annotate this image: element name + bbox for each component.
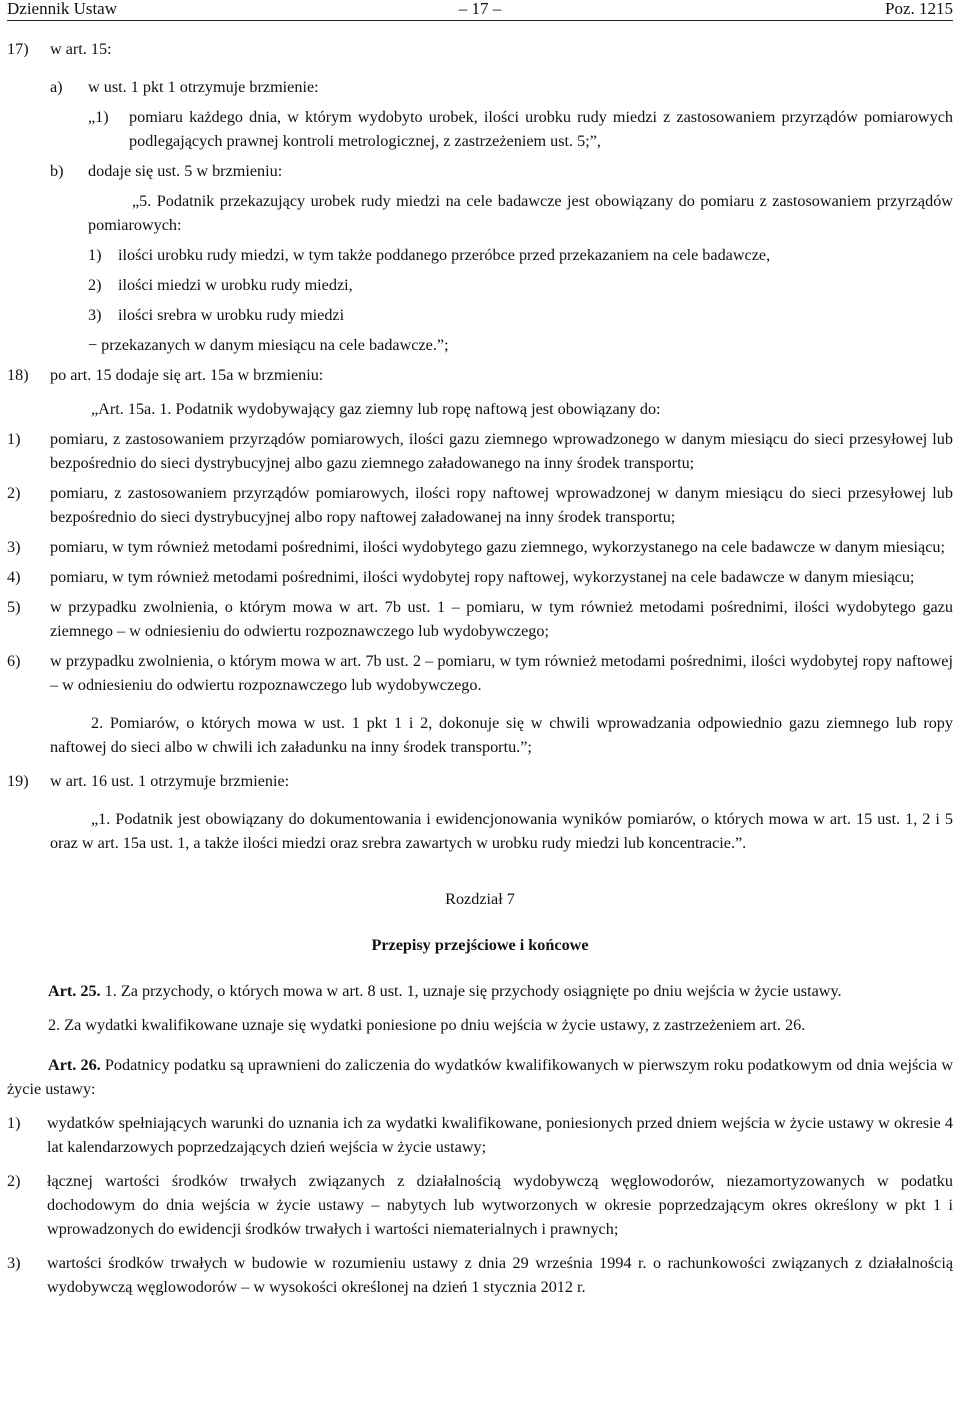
list-item (7, 1169, 953, 1241)
point-text: po art. 15 dodaje się art. 15a w brzmieniu: (50, 366, 324, 384)
item-label: 4) (7, 568, 21, 586)
item-label: 1) (7, 1114, 21, 1132)
point-label: 17) (7, 40, 29, 58)
page-number: – 17 – (458, 0, 502, 18)
letter-label: b) (50, 162, 64, 180)
list-item (7, 535, 953, 559)
chapter-title: Przepisy przejściowe i końcowe (371, 936, 589, 954)
item-label: 6) (7, 652, 21, 670)
item-text: pomiaru, z zastosowaniem przyrządów pomiarowych, ilości ropy naftowej wprowadzonej w danym miesiącu do sieci przesyłowej lub bezpośrednio do sieci dystrybucyjnej albo ropy naftowej załadowanej na inny środek transportu; (50, 484, 953, 526)
item-text: pomiaru, w tym również metodami pośrednimi, ilości wydobytej ropy naftowej, wykorzystanej na cele badawcze w danym miesiącu; (50, 568, 915, 586)
item-text: pomiaru, z zastosowaniem przyrządów pomiarowych, ilości gazu ziemnego wprowadzonego w danym miesiącu do sieci przesyłowej lub bezpośrednio do sieci dystrybucyjnej albo gazu ziemnego załadowanego na inny środek transportu; (50, 430, 953, 472)
item-label: 2) (88, 276, 102, 294)
item-label: 2) (7, 484, 21, 502)
list-item (7, 481, 953, 529)
point-19 (7, 769, 953, 793)
item-text: w przypadku zwolnienia, o którym mowa w art. 7b ust. 1 – pomiaru, w tym również metodami pośrednimi, ilości wydobytego gazu ziemnego – w odniesieniu do odwiertu rozpoznawczego lub wydobywczego; (50, 598, 953, 640)
paragraph-text: 1. Za przychody, o których mowa w art. 8 ust. 1, uznaje się przychody osiągnięte po dniu wejścia w życie ustawy. (104, 982, 842, 1000)
chapter-number: Rozdział 7 (445, 890, 515, 908)
list-item (7, 565, 953, 589)
point-label: 19) (7, 772, 29, 790)
item-text: wartości środków trwałych w budowie w rozumieniu ustawy z dnia 29 września 1994 r. o rachunkowości związanych z działalnością wydobywczą węglowodorów – w wysokości określonej na dzień 1 stycznia 2012 r. (47, 1254, 953, 1296)
letter-text: w ust. 1 pkt 1 otrzymuje brzmienie: (88, 78, 319, 96)
list-item (7, 595, 953, 643)
item-label: 3) (88, 306, 102, 324)
article-label: Art. 25. (48, 982, 101, 1000)
article-label: Art. 26. (48, 1056, 101, 1074)
position-number: Poz. 1215 (885, 0, 953, 18)
item-label: „1) (88, 108, 109, 126)
letter-label: a) (50, 78, 63, 96)
article-15a-lead: „Art. 15a. 1. Podatnik wydobywający gaz ziemny lub ropę naftową jest obowiązany do: (91, 400, 661, 418)
item-label: 5) (7, 598, 21, 616)
item-text: łącznej wartości środków trwałych związanych z działalnością wydobywczą węglowodorów, niezamortyzowanych w podatku dochodowym do dnia wejścia w życie ustawy – nabytych lub wytworzonych w okresie poprzedzającym okres określony w pkt 1 i wprowadzonych do ewidencji środków trwałych i wartości niematerialnych i prawnych; (47, 1172, 953, 1238)
item-label: 1) (7, 430, 21, 448)
list-item (7, 649, 953, 697)
letter-b (7, 159, 953, 183)
item-label: 1) (88, 246, 102, 264)
letter-text: dodaje się ust. 5 w brzmieniu: (88, 162, 283, 180)
art-25-para-1 (7, 979, 953, 1003)
point-17 (7, 37, 953, 61)
list-item (7, 1251, 953, 1299)
item-text: w przypadku zwolnienia, o którym mowa w art. 7b ust. 2 – pomiaru, w tym również metodami pośrednimi, ilości wydobytej ropy naftowej – w odniesieniu do odwiertu rozpoznawczego lub wydobywczego. (50, 652, 953, 694)
list-tail: − przekazanych w danym miesiącu na cele badawcze.”; (88, 336, 449, 354)
paragraph-text: Podatnicy podatku są uprawnieni do zaliczenia do wydatków kwalifikowanych w pierwszym roku podatkowym od dnia wejścia w życie ustawy: (7, 1056, 954, 1098)
item-text: wydatków spełniających warunki do uznania ich za wydatki kwalifikowane, poniesionych przed dniem wejścia w życie ustawy w okresie 4 lat kalendarzowych poprzedzających dzień wejścia w życie ustawy; (47, 1114, 953, 1156)
page-header (7, 0, 953, 21)
item-label: 2) (7, 1172, 21, 1190)
point-text: w art. 16 ust. 1 otrzymuje brzmienie: (50, 772, 290, 790)
item-text: ilości miedzi w urobku rudy miedzi, (118, 276, 353, 294)
point-18 (7, 363, 953, 387)
journal-title: Dziennik Ustaw (7, 0, 118, 18)
point-label: 18) (7, 366, 29, 384)
letter-a (7, 75, 953, 99)
article-16-quote: „1. Podatnik jest obowiązany do dokumentowania i ewidencjonowania wyników pomiarów, o których mowa w art. 15 ust. 1, 2 i 5 oraz w art. 15a ust. 1, a także ilości miedzi oraz srebra zawartych w urobku rudy miedzi lub koncentracie.”. (50, 810, 953, 852)
list-item (7, 427, 953, 475)
list-item (7, 1111, 953, 1159)
art-25-para-2: 2. Za wydatki kwalifikowane uznaje się wydatki poniesione po dniu wejścia w życie ustawy, z zastrzeżeniem art. 26. (48, 1016, 806, 1034)
item-text: pomiaru, w tym również metodami pośrednimi, ilości wydobytego gazu ziemnego, wykorzystanego na cele badawcze w danym miesiącu; (50, 538, 945, 556)
item-text: ilości urobku rudy miedzi, w tym także poddanego przeróbce przed przekazaniem na cele badawcze, (118, 246, 771, 264)
letter-a-item (7, 105, 953, 153)
list-item (7, 273, 953, 297)
item-text: pomiaru każdego dnia, w którym wydobyto urobek, ilości urobku rudy miedzi z zastosowaniem przyrządów pomiarowych podlegających prawnej kontroli metrologicznej, z zastrzeżeniem ust. 5;”, (129, 108, 953, 150)
item-label: 3) (7, 1254, 21, 1272)
point-text: w art. 15: (50, 40, 112, 58)
article-15a-para-2: 2. Pomiarów, o których mowa w ust. 1 pkt 1 i 2, dokonuje się w chwili wprowadzania odpowiednio gazu ziemnego lub ropy naftowej do sieci albo w chwili ich załadunku na inny środek transportu.”; (50, 714, 953, 756)
list-item (7, 303, 953, 327)
item-label: 3) (7, 538, 21, 556)
list-item (7, 243, 953, 267)
item-text: ilości srebra w urobku rudy miedzi (118, 306, 345, 324)
new-paragraph-5: „5. Podatnik przekazujący urobek rudy miedzi na cele badawcze jest obowiązany do pomiaru z zastosowaniem przyrządów pomiarowych: (88, 192, 953, 234)
art-26-lead (7, 1053, 953, 1101)
